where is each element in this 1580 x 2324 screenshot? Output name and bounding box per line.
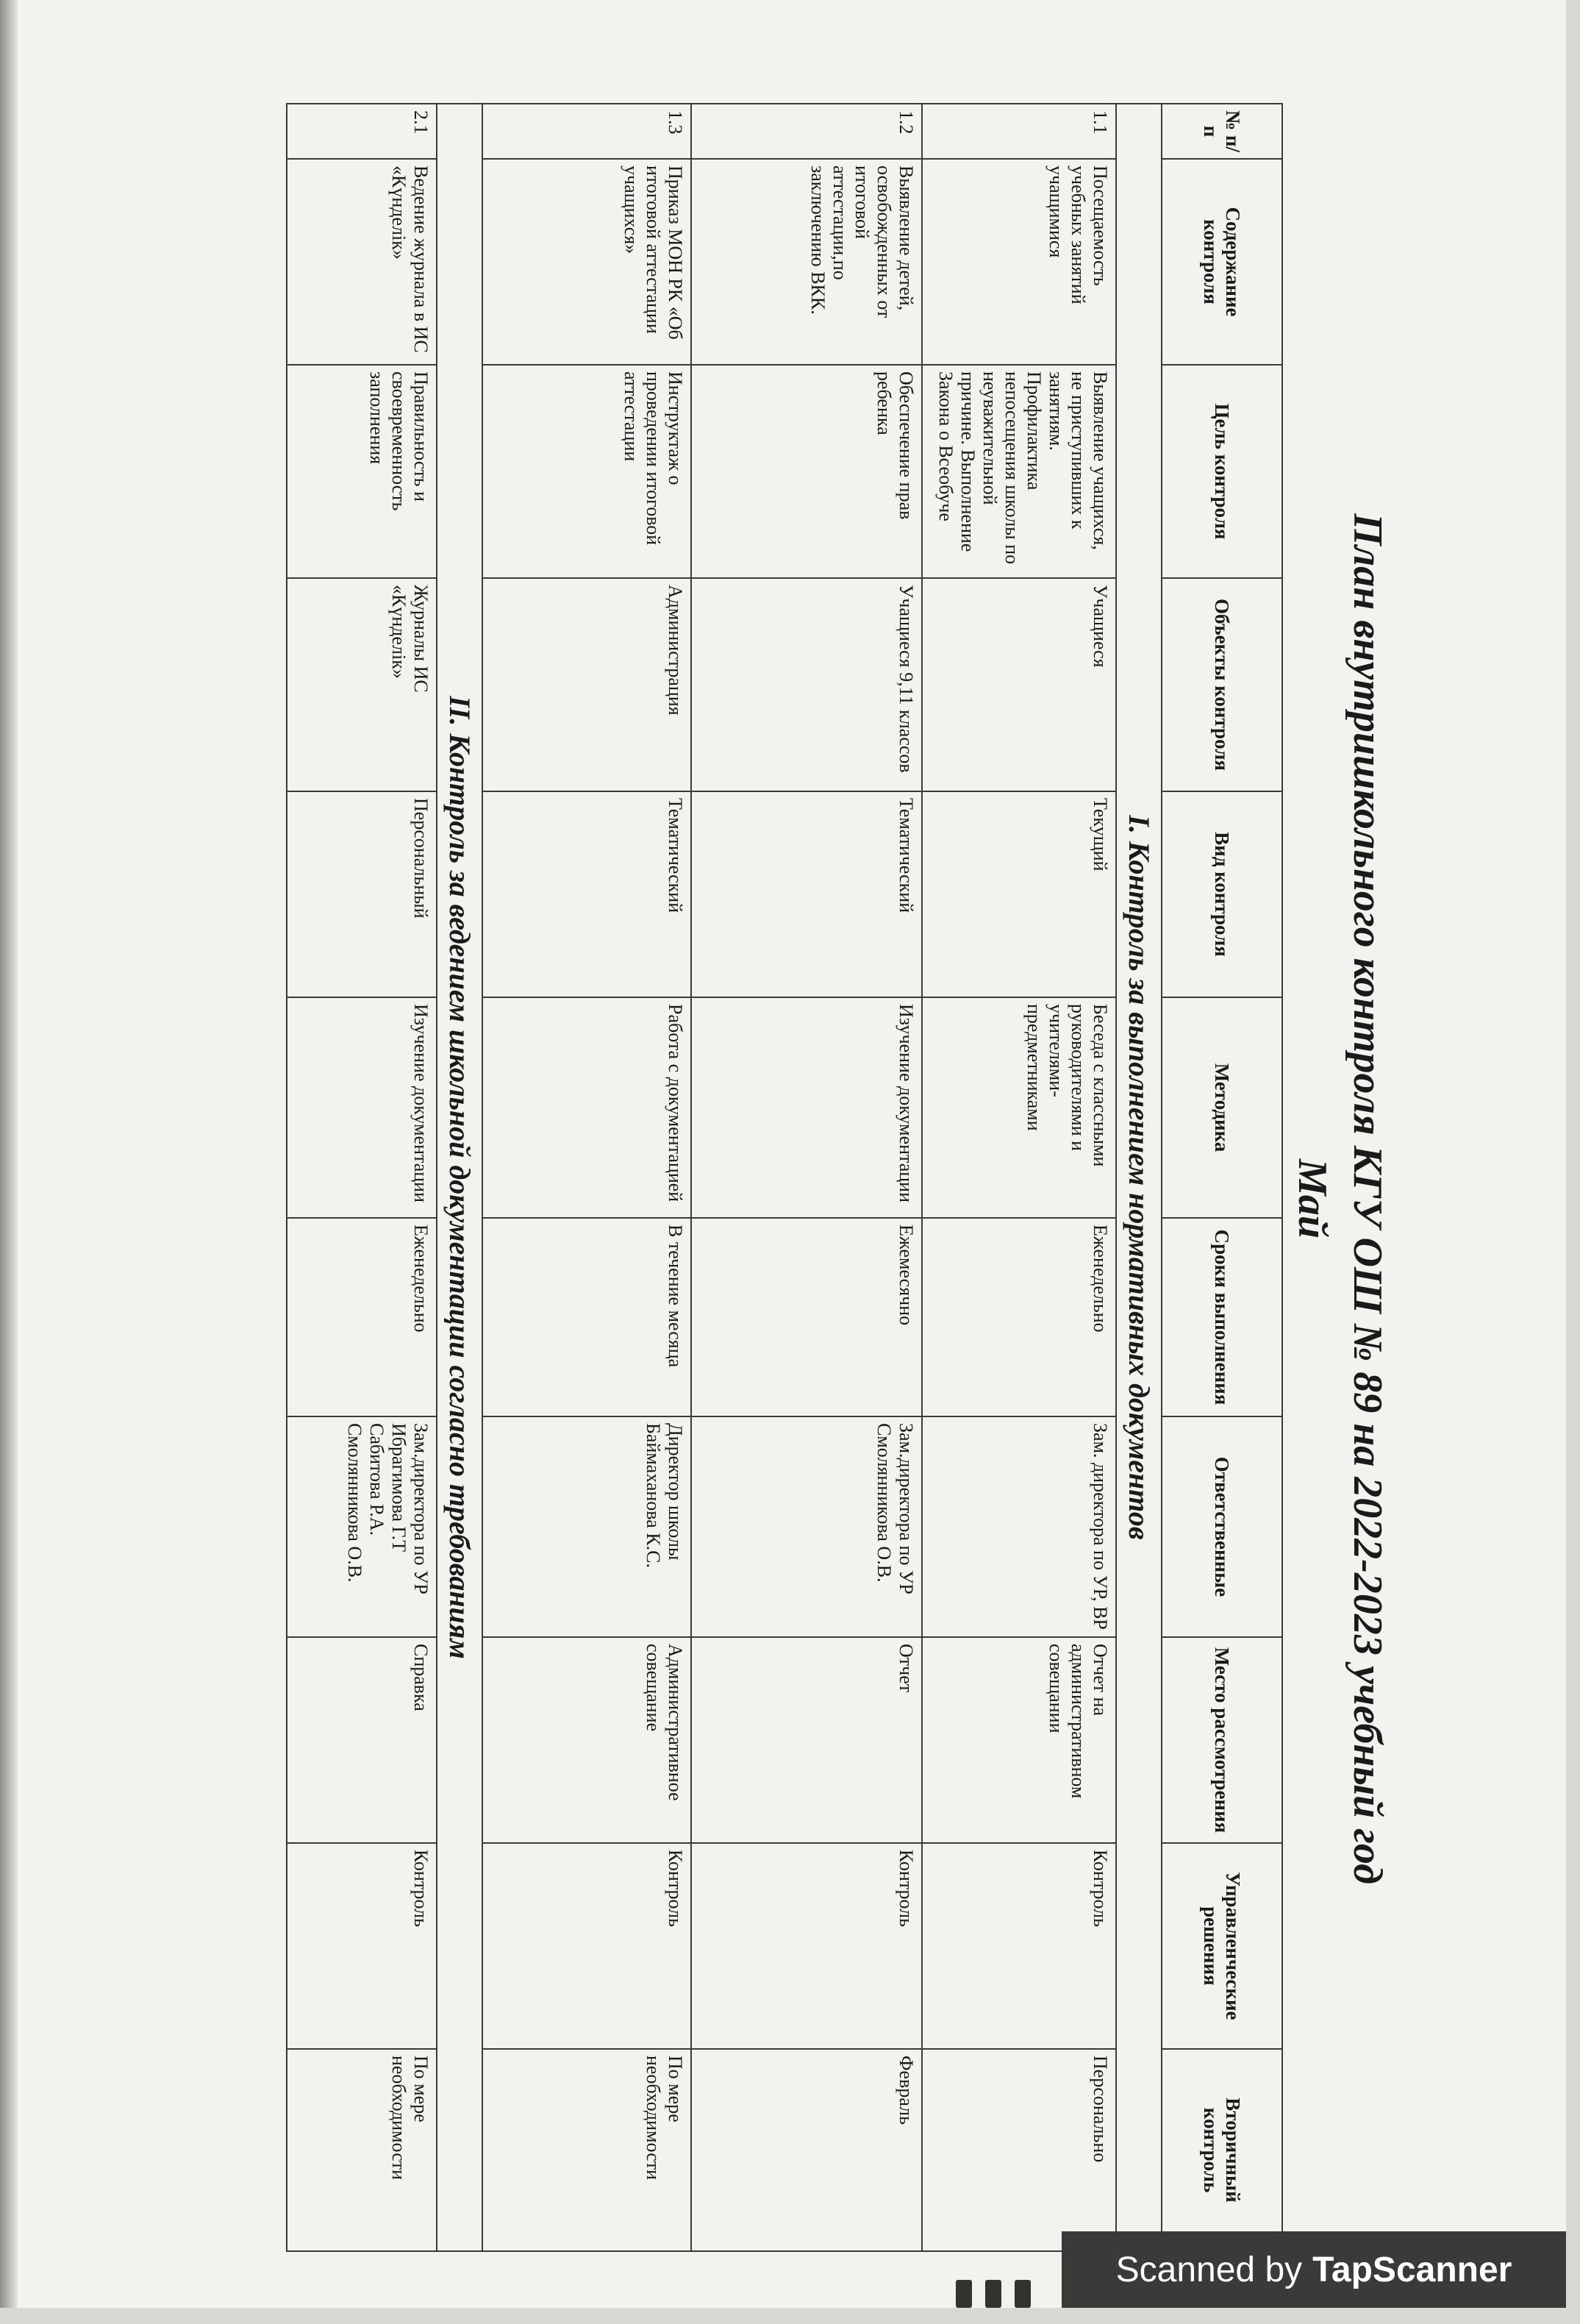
cell-goal: Обеспечение прав ребенка [691,365,922,578]
col-header: Цель контроля [1162,365,1282,578]
rotated-document [74,74,1397,2324]
cell-type: Тематический [691,791,922,997]
cell-responsible: Зам. директора по УР, ВР [922,1416,1116,1637]
col-header: Методика [1162,997,1282,1218]
cell-goal: Выявление учащихся, не приступивших к занятиям. Профилактика непосещения школы по неуважительной причине. Выполнение Закона о Всеобуче [922,365,1116,578]
cell-goal: Инструктаж о проведении итоговой аттестации [482,365,691,578]
table-row [287,104,437,2251]
cell-secondary: По мере необходимости [482,2049,691,2251]
badge-prefix: Scanned by [1115,2250,1303,2289]
cell-decision: Контроль [482,1843,691,2049]
col-header: Место рассмотрения [1162,1637,1282,1843]
cell-method: Изучение документации [691,997,922,1218]
cell-method: Беседа с классными руководителями и учителями-предметниками [922,997,1116,1218]
section-row [1116,104,1162,2251]
cell-method: Изучение документации [287,997,437,1218]
col-header: Вид контроля [1162,791,1282,997]
section-row [437,104,482,2251]
cell-decision: Контроль [691,1843,922,2049]
control-plan-table [286,103,1283,2252]
cell-content: Ведение журнала в ИС «Күнделік» [287,159,437,365]
cell-content: Приказ МОН РК «Об итоговой аттестации учащихся» [482,159,691,365]
cell-num: 1.3 [482,104,691,159]
cell-place: Отчет [691,1637,922,1843]
document-month: Май [1290,1158,1335,1239]
page-edge-shadow [0,0,18,2308]
badge-brand: TapScanner [1312,2250,1512,2289]
binding-hole [1015,2280,1031,2308]
col-header: Объекты контроля [1162,578,1282,791]
cell-type: Текущий [922,791,1116,997]
cell-responsible: Директор школы Баймаханова К.С. [482,1416,691,1637]
cell-secondary: По мере необходимости [287,2049,437,2251]
col-header: № п/п [1162,104,1282,159]
cell-terms: Еженедельно [287,1218,437,1416]
col-header: Вторичный контроль [1162,2049,1282,2251]
cell-place: Административное совещание [482,1637,691,1843]
col-header: Управленческие решения [1162,1843,1282,2049]
cell-num: 1.1 [922,104,1116,159]
table-row [691,104,922,2251]
table-row [922,104,1116,2251]
cell-content: Выявление детей, освобожденных от итоговой аттестации,по заключению ВКК. [691,159,922,365]
section-title-2: II. Контроль за ведением школьной документации согласно требованиям [437,104,482,2251]
document-title: План внутришкольного контроля КГУ ОШ № 89 на 2022-2023 учебный год [1345,513,1390,1885]
col-header: Содержание контроля [1162,159,1282,365]
table-row [482,104,691,2251]
cell-terms: В течение месяца [482,1218,691,1416]
cell-secondary: Персонально [922,2049,1116,2251]
cell-method: Работа с документацией [482,997,691,1218]
binding-hole [985,2280,1001,2308]
cell-goal: Правильность и своевременность заполнения [287,365,437,578]
scanner-watermark-badge [1062,2231,1566,2308]
cell-responsible: Зам.директора по УР Ибрагимова Г.Т Сабитова Р.А. Смолянникова О.В. [287,1416,437,1637]
section-title-1: I. Контроль за выполнением нормативных документов [1116,104,1162,2251]
cell-responsible: Зам.директора по УР Смолянникова О.В. [691,1416,922,1637]
table-header-row [1162,104,1282,2251]
cell-objects: Учащиеся [922,578,1116,791]
cell-content: Посещаемость учебных занятий учащимися [922,159,1116,365]
cell-objects: Администрация [482,578,691,791]
cell-secondary: Февраль [691,2049,922,2251]
cell-terms: Ежемесячно [691,1218,922,1416]
cell-type: Тематический [482,791,691,997]
cell-type: Персональный [287,791,437,997]
cell-decision: Контроль [287,1843,437,2049]
cell-objects: Журналы ИС «Күнделік» [287,578,437,791]
binding-holes [956,2280,1031,2308]
col-header: Ответственные [1162,1416,1282,1637]
cell-objects: Учащиеся 9,11 классов [691,578,922,791]
cell-num: 2.1 [287,104,437,159]
binding-hole [956,2280,972,2308]
cell-terms: Еженедельно [922,1218,1116,1416]
cell-decision: Контроль [922,1843,1116,2049]
cell-num: 1.2 [691,104,922,159]
cell-place: Справка [287,1637,437,1843]
col-header: Сроки выполнения [1162,1218,1282,1416]
cell-place: Отчет на административном совещании [922,1637,1116,1843]
